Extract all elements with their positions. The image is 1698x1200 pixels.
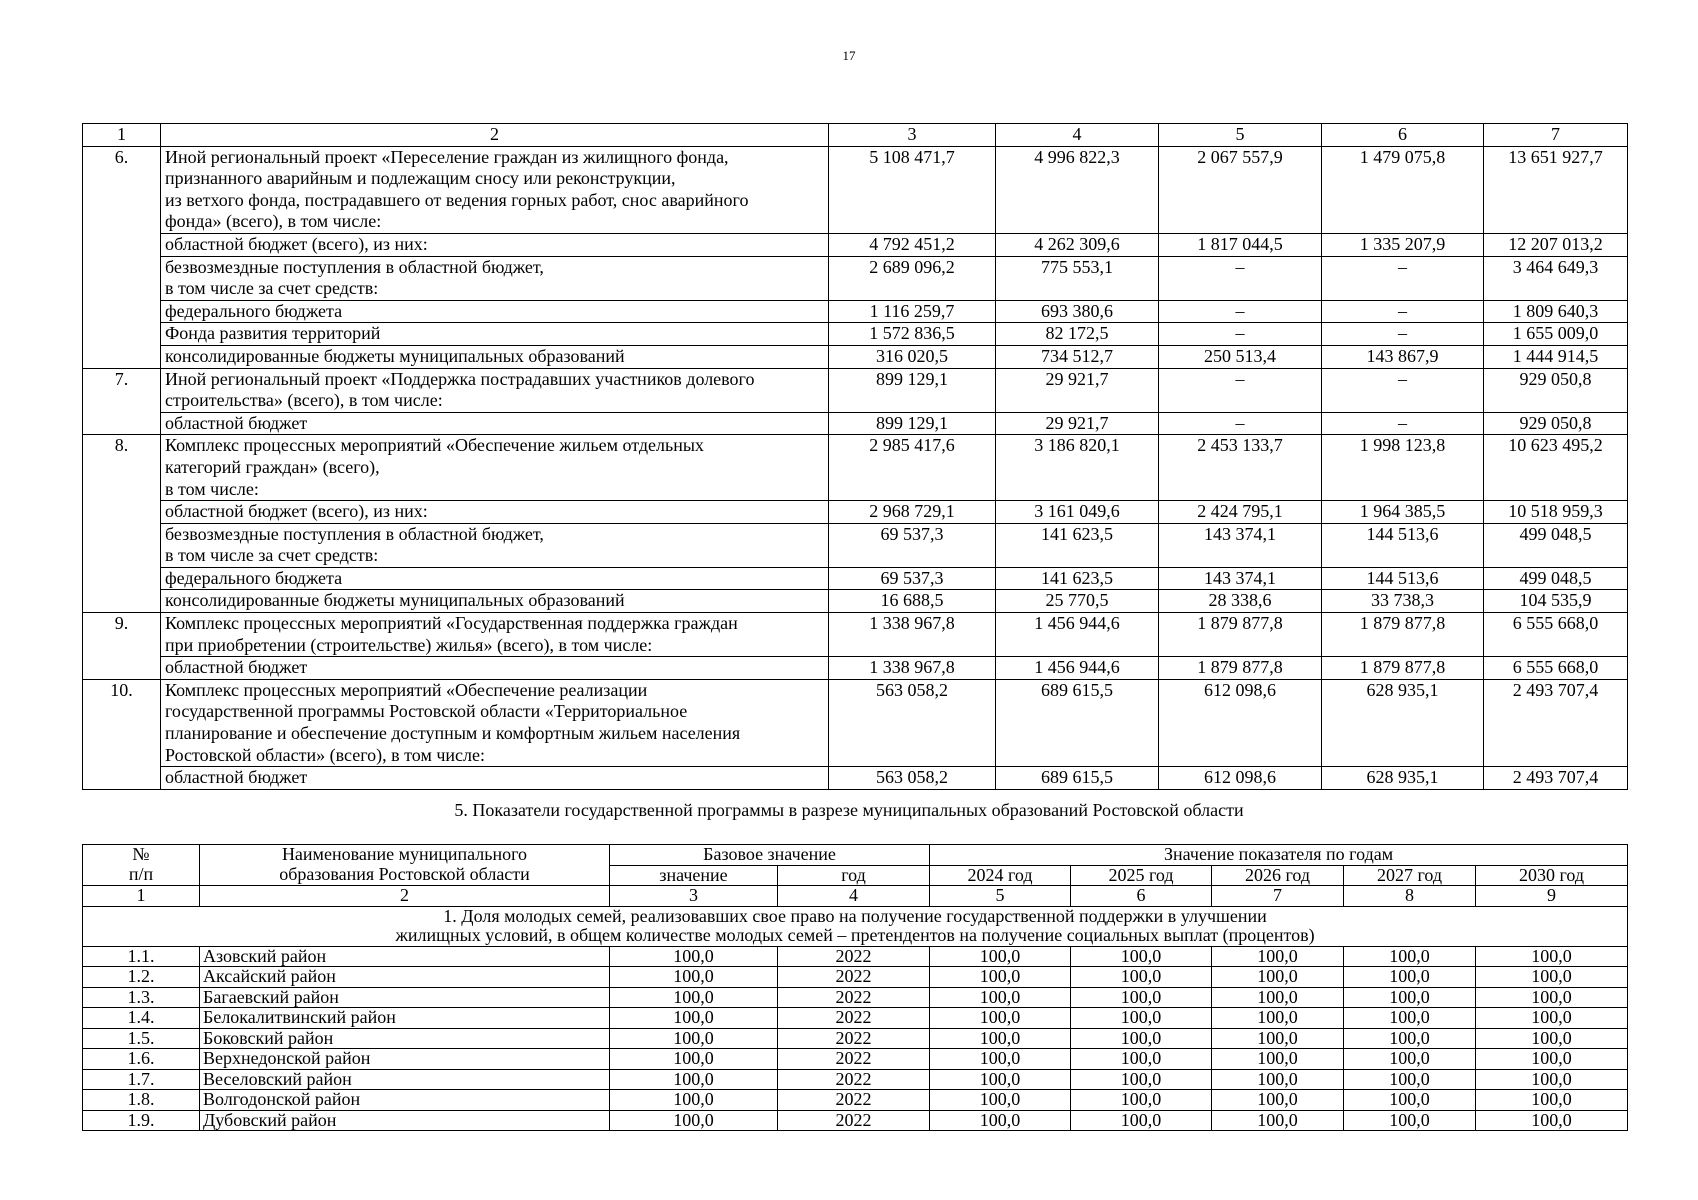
amount-cell: 143 867,9 — [1322, 345, 1484, 368]
value-cell: 100,0 — [610, 1069, 778, 1090]
amount-cell: 563 058,2 — [829, 767, 996, 790]
table-row — [83, 1069, 1628, 1090]
municipality-name: Волгодонской район — [200, 1090, 610, 1111]
value-cell: 100,0 — [930, 1028, 1071, 1049]
amount-cell: 499 048,5 — [1484, 523, 1628, 567]
amount-cell: 1 879 877,8 — [1159, 657, 1322, 680]
column-number: 3 — [829, 124, 996, 147]
column-number: 6 — [1071, 886, 1212, 907]
table-row — [83, 1049, 1628, 1070]
value-cell: 100,0 — [1212, 1008, 1344, 1029]
table-row — [83, 1110, 1628, 1131]
table-row — [83, 300, 1628, 323]
amount-cell: 628 935,1 — [1322, 679, 1484, 766]
municipality-name: Боковский район — [200, 1028, 610, 1049]
indicator-title: 1. Доля молодых семей, реализовавших свое право на получение государственной поддержки в улучшении жилищных условий, в общем количестве молодых семей – претендентов на получение социальных выплат (процентов) — [83, 906, 1628, 946]
header-year: 2027 год — [1344, 865, 1476, 886]
row-number: 1.9. — [83, 1110, 200, 1131]
amount-cell: 1 338 967,8 — [829, 657, 996, 680]
amount-cell: 29 921,7 — [996, 368, 1159, 412]
amount-cell: 1 572 836,5 — [829, 323, 996, 346]
value-cell: 100,0 — [1476, 1049, 1628, 1070]
value-cell: 100,0 — [610, 967, 778, 988]
amount-cell: – — [1322, 300, 1484, 323]
amount-cell: 612 098,6 — [1159, 679, 1322, 766]
row-number: 10. — [83, 679, 161, 789]
value-cell: 2022 — [778, 967, 930, 988]
indicator-group-row — [83, 906, 1628, 946]
amount-cell: 2 453 133,7 — [1159, 435, 1322, 501]
value-cell: 100,0 — [1071, 946, 1212, 967]
table-row — [83, 1008, 1628, 1029]
value-cell: 100,0 — [930, 967, 1071, 988]
amount-cell: 13 651 927,7 — [1484, 146, 1628, 233]
amount-cell: 2 968 729,1 — [829, 501, 996, 524]
value-cell: 100,0 — [930, 1008, 1071, 1029]
table-row — [83, 1090, 1628, 1111]
value-cell: 100,0 — [930, 1110, 1071, 1131]
table-row — [83, 946, 1628, 967]
row-number: 1.6. — [83, 1049, 200, 1070]
value-cell: 100,0 — [1476, 987, 1628, 1008]
value-cell: 100,0 — [610, 1049, 778, 1070]
value-cell: 100,0 — [1071, 967, 1212, 988]
value-cell: 100,0 — [1344, 1069, 1476, 1090]
value-cell: 100,0 — [1212, 967, 1344, 988]
column-number: 1 — [83, 886, 200, 907]
value-cell: 2022 — [778, 1090, 930, 1111]
municipality-name: Аксайский район — [200, 967, 610, 988]
municipality-name: Белокалитвинский район — [200, 1008, 610, 1029]
header-year: 2030 год — [1476, 865, 1628, 886]
amount-cell: 775 553,1 — [996, 256, 1159, 300]
amount-cell: 16 688,5 — [829, 590, 996, 613]
amount-cell: 6 555 668,0 — [1484, 657, 1628, 680]
row-number: 1.3. — [83, 987, 200, 1008]
header-by-years: Значение показателя по годам — [930, 845, 1628, 866]
amount-cell: 929 050,8 — [1484, 412, 1628, 435]
value-cell: 2022 — [778, 1049, 930, 1070]
value-cell: 100,0 — [1071, 1028, 1212, 1049]
amount-cell: 25 770,5 — [996, 590, 1159, 613]
amount-cell: 3 161 049,6 — [996, 501, 1159, 524]
amount-cell: 2 493 707,4 — [1484, 767, 1628, 790]
amount-cell: 69 537,3 — [829, 523, 996, 567]
amount-cell: – — [1322, 412, 1484, 435]
header-base: Базовое значение — [610, 845, 930, 866]
row-name: областной бюджет (всего), из них: — [161, 233, 829, 256]
row-name: федерального бюджета — [161, 300, 829, 323]
value-cell: 100,0 — [1071, 1110, 1212, 1131]
header-base-year: год — [778, 865, 930, 886]
amount-cell: 899 129,1 — [829, 412, 996, 435]
amount-cell: 141 623,5 — [996, 523, 1159, 567]
column-number: 4 — [996, 124, 1159, 147]
amount-cell: 2 985 417,6 — [829, 435, 996, 501]
amount-cell: 689 615,5 — [996, 767, 1159, 790]
column-number: 5 — [1159, 124, 1322, 147]
header-base-value: значение — [610, 865, 778, 886]
row-number: 8. — [83, 435, 161, 613]
table-header-row — [83, 845, 1628, 866]
value-cell: 100,0 — [1212, 1049, 1344, 1070]
column-number: 4 — [778, 886, 930, 907]
amount-cell: 144 513,6 — [1322, 567, 1484, 590]
amount-cell: – — [1322, 256, 1484, 300]
row-number: 9. — [83, 613, 161, 680]
column-number: 8 — [1344, 886, 1476, 907]
amount-cell: 28 338,6 — [1159, 590, 1322, 613]
amount-cell: 499 048,5 — [1484, 567, 1628, 590]
amount-cell: 612 098,6 — [1159, 767, 1322, 790]
amount-cell: 141 623,5 — [996, 567, 1159, 590]
row-name: Иной региональный проект «Поддержка пострадавших участников долевого строительства» (всего), в том числе: — [161, 368, 829, 412]
value-cell: 2022 — [778, 946, 930, 967]
value-cell: 2022 — [778, 987, 930, 1008]
value-cell: 100,0 — [930, 1069, 1071, 1090]
amount-cell: 29 921,7 — [996, 412, 1159, 435]
table-row — [83, 967, 1628, 988]
amount-cell: 1 116 259,7 — [829, 300, 996, 323]
amount-cell: 2 067 557,9 — [1159, 146, 1322, 233]
row-name: федерального бюджета — [161, 567, 829, 590]
amount-cell: 10 623 495,2 — [1484, 435, 1628, 501]
value-cell: 100,0 — [1344, 1028, 1476, 1049]
row-name: Комплекс процессных мероприятий «Обеспечение жильем отдельных категорий граждан» (всего), в том числе: — [161, 435, 829, 501]
value-cell: 100,0 — [1476, 967, 1628, 988]
amount-cell: 2 424 795,1 — [1159, 501, 1322, 524]
row-number: 1.5. — [83, 1028, 200, 1049]
column-number-row — [83, 124, 1628, 147]
amount-cell: 12 207 013,2 — [1484, 233, 1628, 256]
table-row — [83, 368, 1628, 412]
column-number: 2 — [200, 886, 610, 907]
value-cell: 100,0 — [1071, 1090, 1212, 1111]
amount-cell: 316 020,5 — [829, 345, 996, 368]
municipality-name: Азовский район — [200, 946, 610, 967]
value-cell: 100,0 — [1344, 967, 1476, 988]
value-cell: 100,0 — [1344, 1090, 1476, 1111]
row-name: консолидированные бюджеты муниципальных образований — [161, 590, 829, 613]
column-number: 2 — [161, 124, 829, 147]
value-cell: 100,0 — [1344, 1049, 1476, 1070]
value-cell: 2022 — [778, 1069, 930, 1090]
amount-cell: 1 879 877,8 — [1322, 657, 1484, 680]
value-cell: 100,0 — [1212, 946, 1344, 967]
amount-cell: 1 809 640,3 — [1484, 300, 1628, 323]
amount-cell: 143 374,1 — [1159, 567, 1322, 590]
amount-cell: 1 444 914,5 — [1484, 345, 1628, 368]
row-name: областной бюджет (всего), из них: — [161, 501, 829, 524]
value-cell: 100,0 — [930, 1049, 1071, 1070]
amount-cell: 2 689 096,2 — [829, 256, 996, 300]
value-cell: 100,0 — [1476, 946, 1628, 967]
table-row — [83, 345, 1628, 368]
value-cell: 100,0 — [1476, 1110, 1628, 1131]
municipality-name: Верхнедонской район — [200, 1049, 610, 1070]
column-number: 5 — [930, 886, 1071, 907]
column-number: 1 — [83, 124, 161, 147]
table-row — [83, 146, 1628, 233]
amount-cell: 1 335 207,9 — [1322, 233, 1484, 256]
amount-cell: 899 129,1 — [829, 368, 996, 412]
row-name: безвозмездные поступления в областной бюджет, в том числе за счет средств: — [161, 256, 829, 300]
amount-cell: 10 518 959,3 — [1484, 501, 1628, 524]
value-cell: 100,0 — [930, 1090, 1071, 1111]
amount-cell: 33 738,3 — [1322, 590, 1484, 613]
column-number-row — [83, 886, 1628, 907]
amount-cell: 3 464 649,3 — [1484, 256, 1628, 300]
value-cell: 100,0 — [610, 987, 778, 1008]
amount-cell: 1 998 123,8 — [1322, 435, 1484, 501]
value-cell: 100,0 — [1071, 1069, 1212, 1090]
table-row — [83, 323, 1628, 346]
amount-cell: 628 935,1 — [1322, 767, 1484, 790]
row-number: 6. — [83, 146, 161, 368]
amount-cell: 1 964 385,5 — [1322, 501, 1484, 524]
amount-cell: 693 380,6 — [996, 300, 1159, 323]
amount-cell: 689 615,5 — [996, 679, 1159, 766]
value-cell: 100,0 — [1476, 1008, 1628, 1029]
amount-cell: – — [1322, 323, 1484, 346]
table-row — [83, 679, 1628, 766]
row-number: 1.1. — [83, 946, 200, 967]
value-cell: 100,0 — [1344, 987, 1476, 1008]
value-cell: 2022 — [778, 1008, 930, 1029]
table-row — [83, 567, 1628, 590]
header-number: № п/п — [83, 845, 200, 886]
amount-cell: 1 456 944,6 — [996, 657, 1159, 680]
table-row — [83, 233, 1628, 256]
value-cell: 100,0 — [1344, 1008, 1476, 1029]
value-cell: 100,0 — [1476, 1028, 1628, 1049]
table-row — [83, 523, 1628, 567]
table-row — [83, 256, 1628, 300]
table-row — [83, 613, 1628, 657]
value-cell: 100,0 — [1476, 1069, 1628, 1090]
amount-cell: 3 186 820,1 — [996, 435, 1159, 501]
amount-cell: – — [1159, 323, 1322, 346]
value-cell: 100,0 — [610, 1008, 778, 1029]
value-cell: 100,0 — [1212, 1110, 1344, 1131]
municipality-name: Дубовский район — [200, 1110, 610, 1131]
value-cell: 100,0 — [1344, 946, 1476, 967]
budget-table — [82, 123, 1628, 790]
amount-cell: 929 050,8 — [1484, 368, 1628, 412]
municipality-name: Веселовский район — [200, 1069, 610, 1090]
value-cell: 100,0 — [1476, 1090, 1628, 1111]
amount-cell: 1 655 009,0 — [1484, 323, 1628, 346]
row-number: 1.4. — [83, 1008, 200, 1029]
amount-cell: 144 513,6 — [1322, 523, 1484, 567]
row-name: Комплекс процессных мероприятий «Государственная поддержка граждан при приобретении (строительстве) жилья» (всего), в том числе: — [161, 613, 829, 657]
amount-cell: 1 879 877,8 — [1159, 613, 1322, 657]
column-number: 3 — [610, 886, 778, 907]
value-cell: 100,0 — [1071, 1049, 1212, 1070]
amount-cell: – — [1159, 368, 1322, 412]
amount-cell: 4 996 822,3 — [996, 146, 1159, 233]
header-year: 2024 год — [930, 865, 1071, 886]
row-name: областной бюджет — [161, 412, 829, 435]
value-cell: 100,0 — [930, 946, 1071, 967]
table-row — [83, 767, 1628, 790]
value-cell: 100,0 — [610, 1090, 778, 1111]
column-number: 7 — [1484, 124, 1628, 147]
amount-cell: 734 512,7 — [996, 345, 1159, 368]
table-row — [83, 590, 1628, 613]
row-name: безвозмездные поступления в областной бюджет, в том числе за счет средств: — [161, 523, 829, 567]
header-municipality: Наименование муниципального образования Ростовской области — [200, 845, 610, 886]
amount-cell: 1 338 967,8 — [829, 613, 996, 657]
row-number: 7. — [83, 368, 161, 435]
value-cell: 2022 — [778, 1110, 930, 1131]
amount-cell: 1 817 044,5 — [1159, 233, 1322, 256]
page-number: 17 — [842, 48, 856, 63]
amount-cell: – — [1159, 300, 1322, 323]
amount-cell: 104 535,9 — [1484, 590, 1628, 613]
amount-cell: 1 479 075,8 — [1322, 146, 1484, 233]
amount-cell: – — [1159, 412, 1322, 435]
amount-cell: 563 058,2 — [829, 679, 996, 766]
column-number: 9 — [1476, 886, 1628, 907]
row-number: 1.7. — [83, 1069, 200, 1090]
value-cell: 100,0 — [1212, 1069, 1344, 1090]
amount-cell: – — [1322, 368, 1484, 412]
value-cell: 100,0 — [610, 946, 778, 967]
value-cell: 100,0 — [1071, 987, 1212, 1008]
table-row — [83, 435, 1628, 501]
value-cell: 100,0 — [610, 1028, 778, 1049]
amount-cell: 69 537,3 — [829, 567, 996, 590]
amount-cell: 4 792 451,2 — [829, 233, 996, 256]
row-name: Фонда развития территорий — [161, 323, 829, 346]
amount-cell: 1 456 944,6 — [996, 613, 1159, 657]
value-cell: 100,0 — [1212, 987, 1344, 1008]
table-row — [83, 412, 1628, 435]
row-number: 1.2. — [83, 967, 200, 988]
amount-cell: 2 493 707,4 — [1484, 679, 1628, 766]
indicators-table — [82, 844, 1628, 1131]
header-year: 2026 год — [1212, 865, 1344, 886]
amount-cell: 143 374,1 — [1159, 523, 1322, 567]
municipality-name: Багаевский район — [200, 987, 610, 1008]
table-row — [83, 1028, 1628, 1049]
value-cell: 100,0 — [1344, 1110, 1476, 1131]
column-number: 6 — [1322, 124, 1484, 147]
table-row — [83, 657, 1628, 680]
amount-cell: 82 172,5 — [996, 323, 1159, 346]
amount-cell: 6 555 668,0 — [1484, 613, 1628, 657]
amount-cell: – — [1159, 256, 1322, 300]
amount-cell: 1 879 877,8 — [1322, 613, 1484, 657]
value-cell: 100,0 — [1071, 1008, 1212, 1029]
value-cell: 100,0 — [930, 987, 1071, 1008]
column-number: 7 — [1212, 886, 1344, 907]
header-year: 2025 год — [1071, 865, 1212, 886]
value-cell: 2022 — [778, 1028, 930, 1049]
row-name: Комплекс процессных мероприятий «Обеспечение реализации государственной программы Ростовской области «Территориальное планирование и обеспечение доступным и комфортным жильем населения Ростовской области» (всего), в том числе: — [161, 679, 829, 766]
row-number: 1.8. — [83, 1090, 200, 1111]
row-name: областной бюджет — [161, 657, 829, 680]
value-cell: 100,0 — [1212, 1090, 1344, 1111]
row-name: Иной региональный проект «Переселение граждан из жилищного фонда, признанного аварийным и подлежащим сносу или реконструкции, из ветхого фонда, пострадавшего от ведения горных работ, снос аварийного фонда» (всего), в том числе: — [161, 146, 829, 233]
table-row — [83, 987, 1628, 1008]
table-row — [83, 501, 1628, 524]
amount-cell: 250 513,4 — [1159, 345, 1322, 368]
amount-cell: 4 262 309,6 — [996, 233, 1159, 256]
section-title: 5. Показатели государственной программы в разрезе муниципальных образований Ростовской области — [454, 800, 1244, 820]
row-name: областной бюджет — [161, 767, 829, 790]
value-cell: 100,0 — [610, 1110, 778, 1131]
value-cell: 100,0 — [1212, 1028, 1344, 1049]
amount-cell: 5 108 471,7 — [829, 146, 996, 233]
row-name: консолидированные бюджеты муниципальных образований — [161, 345, 829, 368]
